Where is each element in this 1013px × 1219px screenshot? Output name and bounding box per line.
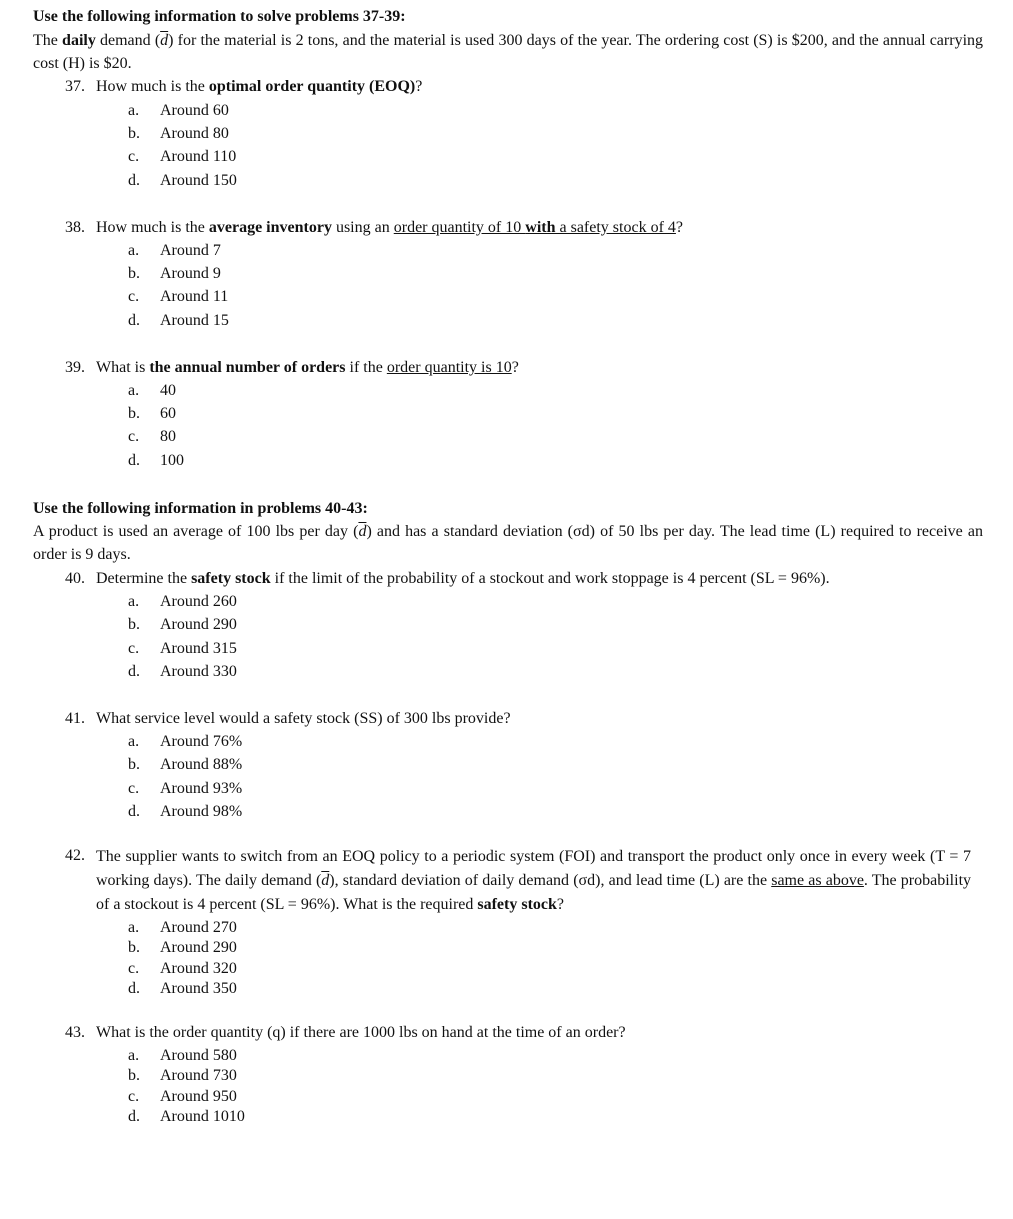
question-number: 37. [65, 78, 85, 95]
question-number: 42. [65, 847, 85, 864]
question-text: What service level would a safety stock (SS) of 300 lbs provide? [96, 710, 511, 727]
question-text: How much is the optimal order quantity (EOQ)? [96, 78, 423, 95]
question-number: 41. [65, 710, 85, 727]
question-text: The supplier wants to switch from an EOQ policy to a periodic system (FOI) and transport the product only once in every week (T = 7 working days). The daily demand $(\overline{d})$, standard deviation of daily demand (σd), and lead time (L) are the same as above. The probability of a stockout is 4 percent (SL = 96%). What is the required safety stock? [96, 848, 972, 913]
question-number: 43. [65, 1024, 85, 1041]
question-number: 40. [65, 570, 85, 587]
section-heading-37-39: Use the following information to solve problems 37-39: [33, 8, 406, 25]
question-number: 38. [65, 219, 85, 236]
section-intro-37-39: The daily demand $(\overline{d})$ for the material is 2 tons, and the material is used 300 days of the year. The ordering cost (S) is $200, and the annual carrying cost (H) is $20. [33, 32, 984, 72]
question-text: Determine the safety stock if the limit of the probability of a stockout and work stoppage is 4 percent (SL = 96%). [96, 570, 830, 587]
question-number: 39. [65, 359, 85, 376]
question-text: What is the order quantity (q) if there are 1000 lbs on hand at the time of an order? [96, 1024, 626, 1041]
question-text: How much is the average inventory using an order quantity of 10 with a safety stock of 4? [96, 219, 684, 236]
section-intro-40-43: A product is used an average of 100 lbs per day $(\overline{d})$ and has a standard deviation (σd) of 50 lbs per day. The lead time (L) required to receive an order is 9 days. [33, 523, 983, 563]
section-heading-40-43: Use the following information in problems 40-43: [33, 500, 368, 517]
question-text: What is the annual number of orders if the order quantity is 10? [96, 359, 519, 376]
